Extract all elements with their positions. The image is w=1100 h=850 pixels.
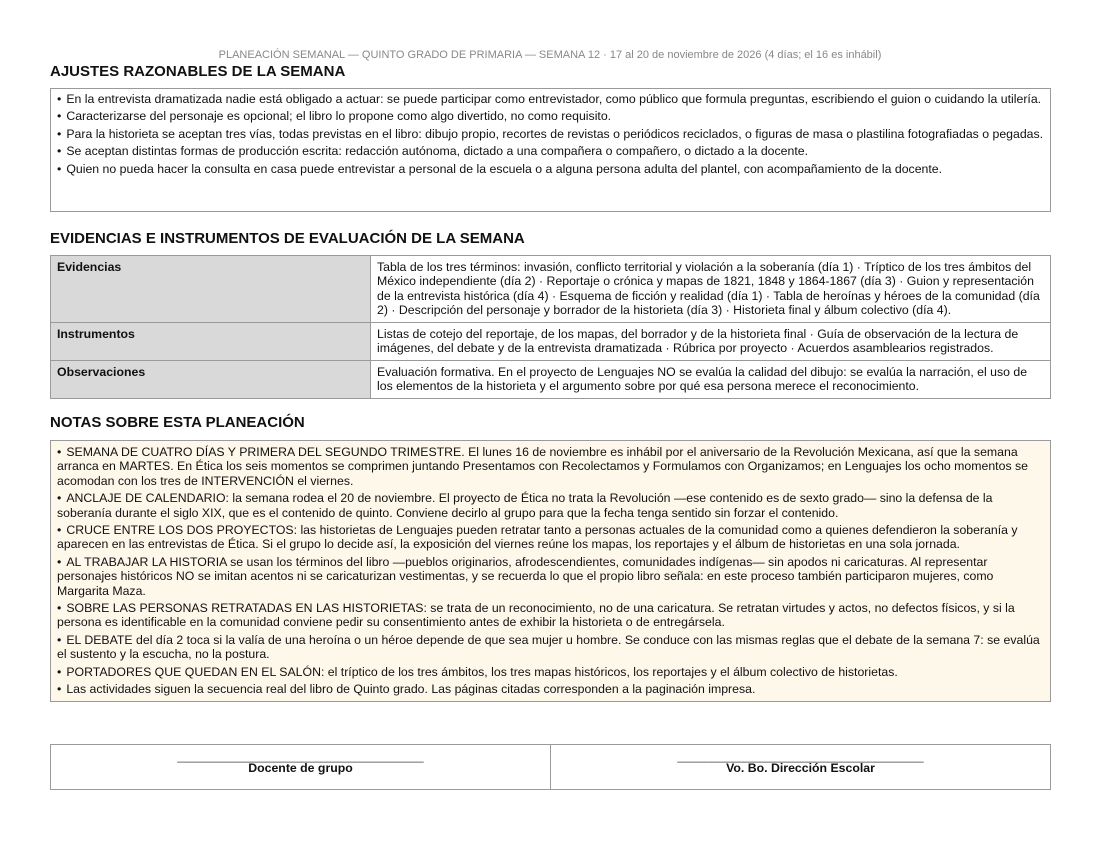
bullet: • xyxy=(57,664,62,679)
signature-label-direccion: Vo. Bo. Dirección Escolar xyxy=(726,761,875,775)
list-item-text: En la entrevista dramatizada nadie está obligado a actuar: se puede participar como entrevistador, como público que formula preguntas, escribiendo el guion o cuidando la utilería. xyxy=(66,92,1042,106)
bullet: • xyxy=(57,126,62,141)
list-item-text: Se aceptan distintas formas de producción escrita: redacción autónoma, dictado a una compañera o compañero, o dictado a la docente. xyxy=(66,144,808,159)
list-item xyxy=(57,523,1044,552)
row-label: Evidencias xyxy=(51,256,371,323)
list-item-text: CRUCE ENTRE LOS DOS PROYECTOS: las historietas de Lenguajes pueden retratar tanto a personas actuales de la comunidad como a quienes defendieron la soberanía y aparecen en las entrevistas de Ética. Si el grupo lo decide así, la exposición del viernes reúne los mapas, los reportajes y el álbum de historietas en una sola jornada. xyxy=(57,523,1018,552)
list-item-text: Para la historieta se aceptan tres vías, todas previstas en el libro: dibujo propio, recortes de revistas o periódicos reciclados, o figuras de masa o plastilina fotografiadas o pegadas. xyxy=(66,126,1044,141)
row-label: Observaciones xyxy=(51,361,371,399)
list-item xyxy=(57,92,1044,106)
table-row xyxy=(51,745,1051,790)
bullet: • xyxy=(57,109,62,124)
table-row xyxy=(51,256,1051,323)
signature-docente xyxy=(51,745,551,790)
list-item-text: EL DEBATE del día 2 toca si la valía de una heroína o un héroe depende de que sea mujer u hombre. Se conduce con las mismas reglas que el debate de la semana 7: se evalúa el sustento y la escucha, no la postura. xyxy=(57,632,1040,662)
list-item xyxy=(57,601,1044,630)
list-item xyxy=(57,162,1044,176)
notas-section-title: NOTAS SOBRE ESTA PLANEACIÓN xyxy=(50,414,305,431)
table-row xyxy=(51,323,1051,361)
bullet: • xyxy=(57,161,62,176)
list-item xyxy=(57,633,1044,662)
list-item-text: SOBRE LAS PERSONAS RETRATADAS EN LAS HISTORIETAS: se trata de un reconocimiento, no de una caricatura. Se retratan virtudes y actos, no defectos físicos, y si la persona es identificable en la comunidad conviene pedir su consentimiento antes de exhibir la historieta o de entregársela. xyxy=(57,601,1015,630)
bullet: • xyxy=(57,491,62,506)
evidencias-section-title: EVIDENCIAS E INSTRUMENTOS DE EVALUACIÓN DE LA SEMANA xyxy=(50,230,525,247)
list-item xyxy=(57,491,1044,520)
notas-box xyxy=(50,440,1051,702)
signature-direccion xyxy=(551,745,1051,790)
row-text: Tabla de los tres términos: invasión, conflicto territorial y violación a la soberanía (día 1) · Tríptico de los tres ámbitos del México independiente (día 2) · Reportaje o crónica y mapas de 1821, 1848 y 1864-1867 (día 3) · Guion y representación de la entrevista histórica (día 4) · Esquema de ficción y realidad (día 1) · Tabla de heroínas y héroes de la comunidad (día 2) · Descripción del personaje y borrador de la historieta (día 3) · Historieta final y álbum colectivo (día 4). xyxy=(371,256,1051,323)
notas-list xyxy=(51,441,1050,701)
ajustes-section-title: AJUSTES RAZONABLES DE LA SEMANA xyxy=(50,63,346,80)
list-item xyxy=(57,665,1044,679)
list-item xyxy=(57,555,1044,598)
list-item-text: AL TRABAJAR LA HISTORIA se usan los términos del libro —pueblos originarios, afrodescendientes, comunidades indígenas— sin apodos ni caricaturas. Al representar personajes históricos NO se imitan acentos ni se caricaturizan vestimentas, y se recuerda lo que el propio libro señala: en este proceso también participaron mujeres, como Margarita Maza. xyxy=(57,554,994,598)
list-item xyxy=(57,682,1044,696)
list-item xyxy=(57,445,1044,488)
signature-line: ____________________________________ xyxy=(677,749,924,763)
table-row xyxy=(51,361,1051,399)
row-text: Listas de cotejo del reportaje, de los mapas, del borrador y de la historieta final · Guía de observación de la lectura de imágenes, del debate y de la entrevista dramatizada · Rúbrica por proyecto · Acuerdos asamblearios registrados. xyxy=(371,323,1051,361)
bullet: • xyxy=(57,92,62,106)
bullet: • xyxy=(57,144,62,159)
bullet: • xyxy=(57,601,62,616)
row-text: Evaluación formativa. En el proyecto de Lenguajes NO se evalúa la calidad del dibujo: se evalúa la narración, el uso de los elementos de la historieta y el argumento sobre por qué esa persona merece el reconocimiento. xyxy=(371,361,1051,399)
row-label: Instrumentos xyxy=(51,323,371,361)
list-item xyxy=(57,144,1044,158)
list-item xyxy=(57,109,1044,123)
bullet: • xyxy=(57,445,62,459)
list-item-text: ANCLAJE DE CALENDARIO: la semana rodea el 20 de noviembre. El proyecto de Ética no trata la Revolución —ese contenido es de sexto grado— sino la defensa de la soberanía durante el siglo XIX, que es el contenido de quinto. Conviene decirlo al grupo para que la fecha tenga sentido sin forzar el contenido. xyxy=(57,491,993,520)
bullet: • xyxy=(57,523,62,538)
evaluation-table xyxy=(50,255,1051,399)
running-header: PLANEACIÓN SEMANAL — QUINTO GRADO DE PRIMARIA — SEMANA 12 · 17 al 20 de noviembre de 2026 (4 días; el 16 es inhábil) xyxy=(218,49,882,61)
signature-line: ____________________________________ xyxy=(177,749,424,763)
list-item-text: Quien no pueda hacer la consulta en casa puede entrevistar a personal de la escuela o a alguna persona adulta del plantel, con acompañamiento de la docente. xyxy=(66,161,943,176)
signature-table xyxy=(50,744,1051,790)
bullet: • xyxy=(57,682,62,697)
ajustes-box xyxy=(50,88,1051,212)
list-item-text: SEMANA DE CUATRO DÍAS Y PRIMERA DEL SEGUNDO TRIMESTRE. El lunes 16 de noviembre es inhábil por el aniversario de la Revolución Mexicana, así que la semana arranca en MARTES. En Ética los seis momentos se comprimen juntando Presentamos con Recolectamos y Formulamos con Organizamos; en Lenguajes los ocho momentos se acomodan con los tres de INTERVENCIÓN el viernes. xyxy=(57,445,1028,488)
list-item-text: Las actividades siguen la secuencia real del libro de Quinto grado. Las páginas citadas corresponden a la paginación impresa. xyxy=(66,682,756,697)
ajustes-list xyxy=(51,89,1050,180)
list-item-text: PORTADORES QUE QUEDAN EN EL SALÓN: el tríptico de los tres ámbitos, los tres mapas históricos, los reportajes y el álbum colectivo de historietas. xyxy=(66,664,898,679)
list-item xyxy=(57,127,1044,141)
signature-label-docente: Docente de grupo xyxy=(248,761,353,775)
list-item-text: Caracterizarse del personaje es opcional; el libro lo propone como algo divertido, no como requisito. xyxy=(66,109,612,124)
bullet: • xyxy=(57,554,62,569)
bullet: • xyxy=(57,632,62,647)
